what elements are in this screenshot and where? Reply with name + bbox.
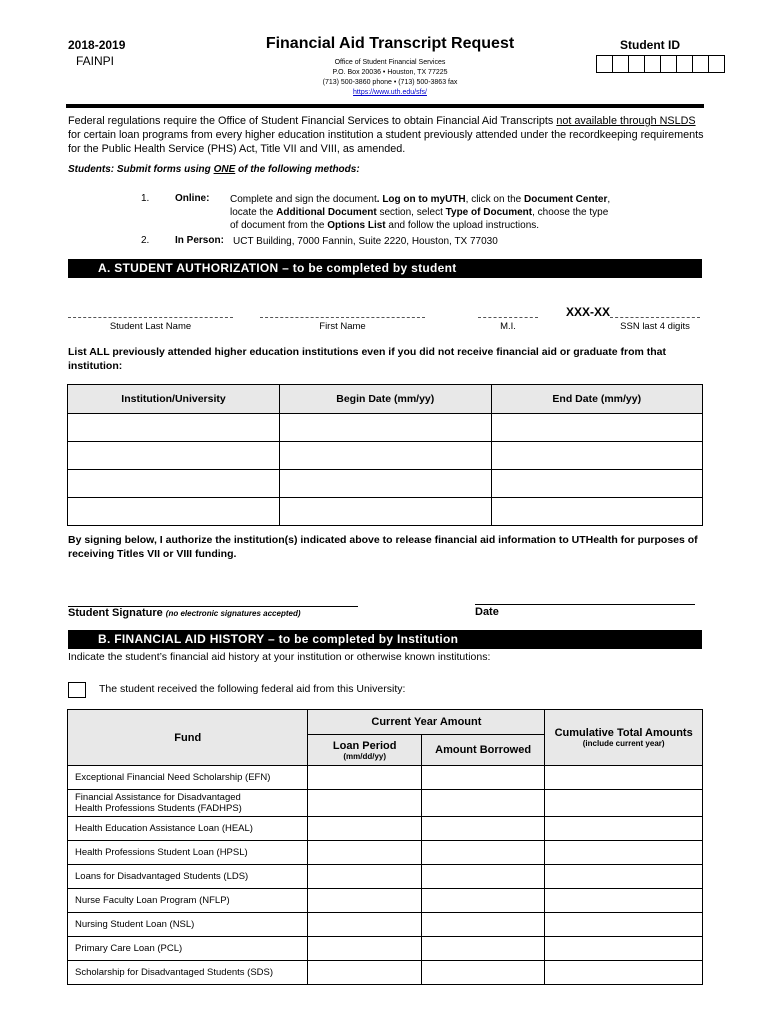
online-text: Complete and sign the document	[230, 194, 377, 205]
online-bold: Document Center	[524, 194, 608, 205]
section-a-header	[68, 259, 702, 278]
table-row	[68, 470, 703, 498]
financial-aid-table	[67, 709, 703, 985]
online-bold: myUTH	[430, 194, 466, 205]
table-row	[68, 937, 703, 961]
cumulative-header	[545, 710, 703, 766]
middle-initial-label: M.I.	[500, 321, 516, 332]
begin-date-cell[interactable]	[280, 442, 491, 470]
ssn-label: SSN last 4 digits	[620, 321, 690, 332]
online-text: section, select	[376, 207, 446, 218]
amount-borrowed-header: Amount Borrowed	[421, 735, 544, 766]
student-id-box[interactable]	[660, 55, 677, 73]
cumulative-cell[interactable]	[545, 961, 703, 985]
middle-initial-field[interactable]	[478, 317, 538, 319]
column-header: Begin Date (mm/yy)	[280, 385, 491, 414]
section-b-title: B. FINANCIAL AID HISTORY – to be completed by Institution	[98, 632, 459, 646]
institution-cell[interactable]	[68, 414, 280, 442]
student-id-label: Student ID	[620, 38, 680, 52]
cumulative-cell[interactable]	[545, 790, 703, 817]
end-date-cell[interactable]	[491, 470, 703, 498]
begin-date-cell[interactable]	[280, 414, 491, 442]
column-header: End Date (mm/yy)	[491, 385, 703, 414]
student-id-box[interactable]	[644, 55, 661, 73]
institution-cell[interactable]	[68, 442, 280, 470]
office-url-link[interactable]: https://www.uth.edu/sfs/	[353, 89, 427, 96]
loan-period-cell[interactable]	[308, 841, 421, 865]
begin-date-cell[interactable]	[280, 470, 491, 498]
loan-period-header-sub: (mm/dd/yy)	[343, 751, 387, 761]
office-line: P.O. Box 20036 • Houston, TX 77225	[332, 69, 448, 76]
table-row	[68, 865, 703, 889]
history-instruction: Indicate the student’s financial aid history at your institution or otherwise known institutions:	[68, 651, 491, 663]
student-id-boxes[interactable]	[597, 55, 725, 73]
fund-header: Fund	[68, 710, 308, 766]
methods-suffix: of the following methods:	[235, 164, 360, 175]
loan-period-cell[interactable]	[308, 937, 421, 961]
cumulative-cell[interactable]	[545, 817, 703, 841]
fund-name: Exceptional Financial Need Scholarship (EFN)	[68, 766, 308, 790]
method-online-label: Online:	[175, 193, 210, 204]
amount-borrowed-cell[interactable]	[421, 817, 544, 841]
ssn-field[interactable]	[610, 317, 700, 319]
table-row	[68, 961, 703, 985]
table-header-row	[68, 385, 703, 414]
office-address	[270, 58, 510, 98]
cumulative-cell[interactable]	[545, 766, 703, 790]
online-text: ,	[607, 194, 611, 205]
loan-period-header	[308, 735, 421, 766]
table-row	[68, 841, 703, 865]
intro-text: Federal regulations require the Office of Student Financial Services to obtain Financial Aid Transcripts	[68, 115, 557, 127]
section-a-title: A. STUDENT AUTHORIZATION – to be completed by student	[98, 261, 457, 275]
fund-name: Nursing Student Loan (NSL)	[68, 913, 308, 937]
method-online-text	[230, 193, 710, 232]
institutions-instruction: List ALL previously attended higher education institutions even if you did not receive financial aid or graduate from that institution:	[68, 346, 667, 372]
student-id-box[interactable]	[692, 55, 709, 73]
online-text: , choose the type	[532, 207, 609, 218]
fund-name: Loans for Disadvantaged Students (LDS)	[68, 865, 308, 889]
signature-label	[68, 607, 301, 619]
column-header: Institution/University	[68, 385, 280, 414]
table-row	[68, 766, 703, 790]
cumulative-cell[interactable]	[545, 889, 703, 913]
methods-heading	[68, 164, 360, 175]
authorization-statement: By signing below, I authorize the institution(s) indicated above to release financial aid information to UTHealth for purposes of receiving Titles VII or VIII funding.	[68, 534, 698, 560]
online-text: and follow the upload instructions.	[385, 220, 540, 231]
amount-borrowed-cell[interactable]	[421, 790, 544, 817]
page-title: Financial Aid Transcript Request	[265, 35, 515, 52]
methods-emphasis: ONE	[213, 164, 236, 175]
federal-aid-checkbox-label: The student received the following federal aid from this University:	[99, 683, 406, 695]
cumulative-cell[interactable]	[545, 865, 703, 889]
institution-cell[interactable]	[68, 470, 280, 498]
fund-name: Health Professions Student Loan (HPSL)	[68, 841, 308, 865]
loan-period-header-text: Loan Period	[332, 739, 397, 752]
online-bold: Options List	[327, 220, 386, 231]
end-date-cell[interactable]	[491, 442, 703, 470]
intro-underlined: not available through NSLDS	[556, 115, 696, 127]
online-text: locate the	[230, 207, 277, 218]
institutions-table	[67, 384, 703, 526]
amount-borrowed-cell[interactable]	[421, 865, 544, 889]
ssn-prefix: XXX-XX	[566, 305, 611, 319]
header-divider	[66, 104, 704, 108]
date-field[interactable]	[475, 604, 695, 606]
student-id-box[interactable]	[628, 55, 645, 73]
cumulative-cell[interactable]	[545, 937, 703, 961]
amount-borrowed-cell[interactable]	[421, 961, 544, 985]
online-bold: Type of Document	[445, 207, 533, 218]
amount-borrowed-cell[interactable]	[421, 937, 544, 961]
cumulative-cell[interactable]	[545, 913, 703, 937]
begin-date-cell[interactable]	[280, 498, 491, 526]
loan-period-cell[interactable]	[308, 913, 421, 937]
intro-text: for certain loan programs from every higher education institution a student previously attended under the recordkeeping requirements for the Public Health Service (PHS) Act, Title VII and VIII, as amended.	[68, 129, 704, 155]
loan-period-cell[interactable]	[308, 865, 421, 889]
online-text: . Log on to	[376, 194, 431, 205]
end-date-cell[interactable]	[491, 414, 703, 442]
end-date-cell[interactable]	[491, 498, 703, 526]
table-header-row	[68, 710, 703, 735]
cumulative-header-text: Cumulative Total Amounts	[554, 727, 693, 739]
office-line: (713) 500-3860 phone • (713) 500-3863 fax	[322, 79, 458, 86]
signature-note: (no electronic signatures accepted)	[165, 609, 301, 618]
last-name-field[interactable]	[68, 317, 233, 319]
table-row	[68, 414, 703, 442]
date-label: Date	[475, 606, 499, 618]
amount-borrowed-cell[interactable]	[421, 889, 544, 913]
institution-cell[interactable]	[68, 498, 280, 526]
fund-name: Nurse Faculty Loan Program (NFLP)	[68, 889, 308, 913]
cumulative-header-sub: (include current year)	[582, 739, 665, 748]
fund-name: Health Education Assistance Loan (HEAL)	[68, 817, 308, 841]
table-row	[68, 790, 703, 817]
form-code: FAINPI	[76, 54, 115, 68]
current-year-header: Current Year Amount	[308, 710, 545, 735]
loan-period-cell[interactable]	[308, 889, 421, 913]
online-text: of document from the	[230, 220, 328, 231]
method-person-text: UCT Building, 7000 Fannin, Suite 2220, Houston, TX 77030	[233, 236, 498, 247]
loan-period-cell[interactable]	[308, 790, 421, 817]
student-id-box[interactable]	[596, 55, 613, 73]
last-name-label: Student Last Name	[109, 321, 192, 332]
table-row	[68, 889, 703, 913]
student-id-box[interactable]	[612, 55, 629, 73]
table-row	[68, 442, 703, 470]
method-number: 2.	[141, 235, 150, 246]
academic-year: 2018-2019	[68, 38, 126, 52]
amount-borrowed-cell[interactable]	[421, 913, 544, 937]
amount-borrowed-cell[interactable]	[421, 841, 544, 865]
office-line: Office of Student Financial Services	[334, 59, 446, 66]
methods-prefix: Students: Submit forms using	[68, 164, 214, 175]
federal-aid-checkbox[interactable]	[68, 682, 86, 698]
student-id-box[interactable]	[676, 55, 693, 73]
section-b-header	[68, 630, 702, 649]
loan-period-cell[interactable]	[308, 961, 421, 985]
student-id-box[interactable]	[708, 55, 725, 73]
online-text: , click on the	[465, 194, 525, 205]
table-row	[68, 817, 703, 841]
loan-period-cell[interactable]	[308, 766, 421, 790]
first-name-label: First Name	[319, 321, 366, 332]
table-row	[68, 498, 703, 526]
method-number: 1.	[141, 193, 150, 204]
signature-label-text: Student Signature	[68, 607, 163, 619]
fund-name: Scholarship for Disadvantaged Students (SDS)	[68, 961, 308, 985]
loan-period-cell[interactable]	[308, 817, 421, 841]
amount-borrowed-cell[interactable]	[421, 766, 544, 790]
online-bold: Additional Document	[276, 207, 377, 218]
fund-name: Primary Care Loan (PCL)	[68, 937, 308, 961]
fund-name: Financial Assistance for Disadvantaged Health Professions Students (FADHPS)	[68, 790, 308, 817]
first-name-field[interactable]	[260, 317, 425, 319]
cumulative-cell[interactable]	[545, 841, 703, 865]
method-person-label: In Person:	[175, 235, 224, 246]
intro-paragraph	[68, 114, 708, 156]
table-row	[68, 913, 703, 937]
